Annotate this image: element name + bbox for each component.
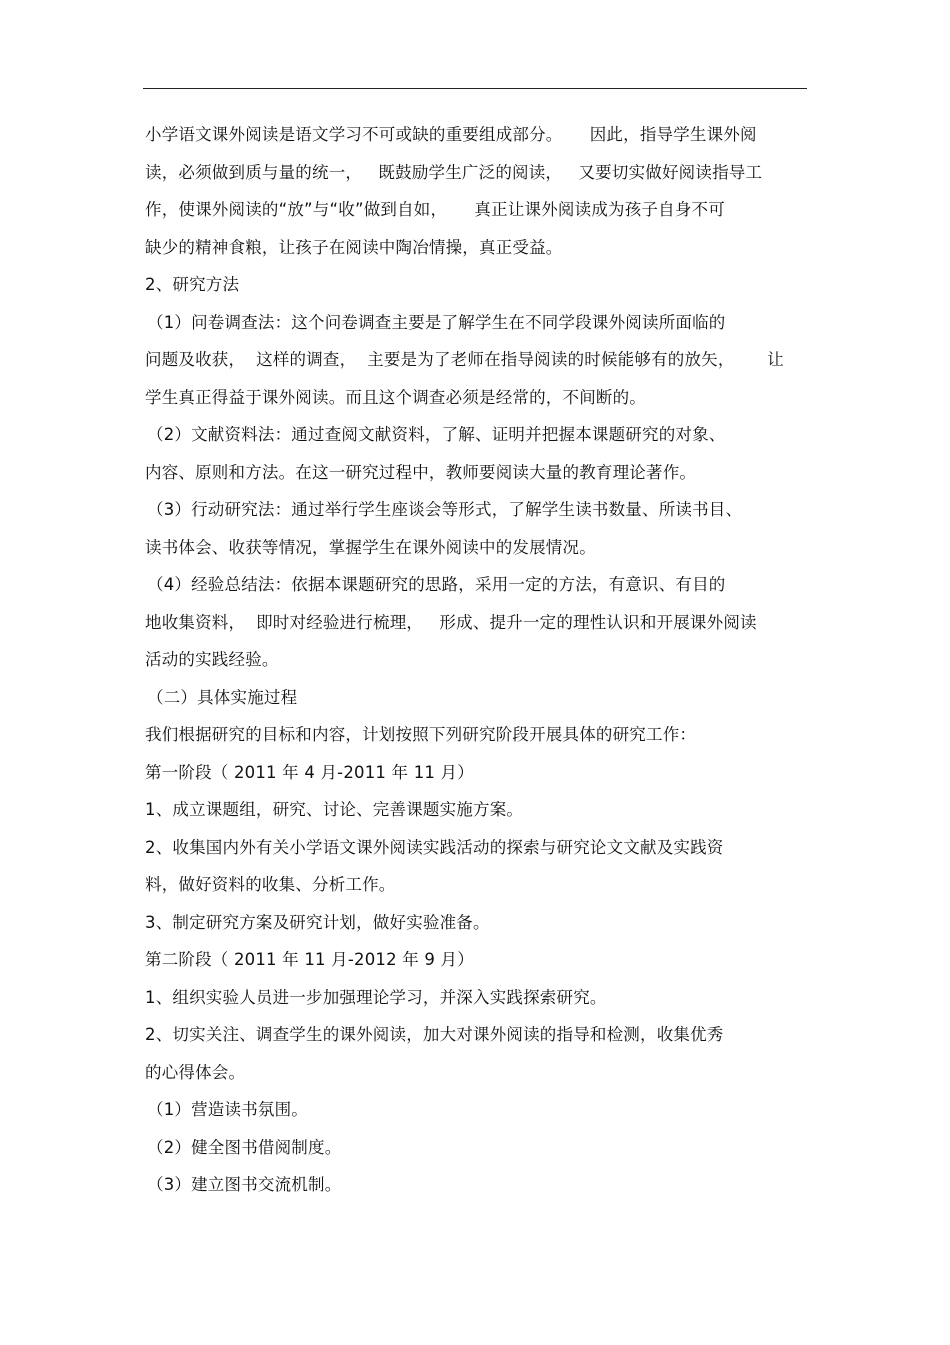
paragraph-line: 料，做好资料的收集、分析工作。 xyxy=(145,875,396,894)
paragraph-line: （2）文献资料法：通过查阅文献资料，了解、证明并把握本课题研究的对象、 xyxy=(147,425,726,444)
paragraph-line: 的心得体会。 xyxy=(145,1063,246,1082)
paragraph-line: 读，必须做到质与量的统一， 既鼓励学生广泛的阅读， 又要切实做好阅读指导工 xyxy=(145,163,763,182)
stage-heading: 第一阶段（ 2011 年 4 月-2011 年 11 月） xyxy=(145,763,474,782)
list-item: 2、切实关注、调查学生的课外阅读，加大对课外阅读的指导和检测，收集优秀 xyxy=(145,1025,724,1044)
paragraph-line: 作，使课外阅读的“放”与“收”做到自如， 真正让课外阅读成为孩子自身不可 xyxy=(145,200,725,219)
list-item: 1、组织实验人员进一步加强理论学习，并深入实践探索研究。 xyxy=(145,988,607,1007)
paragraph-line: （4）经验总结法：依据本课题研究的思路，采用一定的方法，有意识、有目的 xyxy=(147,575,726,594)
paragraph-line: 小学语文课外阅读是语文学习不可或缺的重要组成部分。 因此，指导学生课外阅 xyxy=(145,125,757,144)
paragraph-line: 读书体会、收获等情况，掌握学生在课外阅读中的发展情况。 xyxy=(145,538,596,557)
header-rule xyxy=(143,88,807,89)
stage-heading: 第二阶段（ 2011 年 11 月-2012 年 9 月） xyxy=(145,950,474,969)
section-heading: （二）具体实施过程 xyxy=(147,688,298,707)
list-item: （1）营造读书氛围。 xyxy=(147,1100,308,1119)
paragraph-line: 活动的实践经验。 xyxy=(145,650,279,669)
list-item: 2、收集国内外有关小学语文课外阅读实践活动的探索与研究论文文献及实践资 xyxy=(145,838,724,857)
list-item: （2）健全图书借阅制度。 xyxy=(147,1138,342,1157)
paragraph-line: 学生真正得益于课外阅读。而且这个调查必须是经常的，不间断的。 xyxy=(145,388,646,407)
paragraph-line: 问题及收获， 这样的调查， 主要是为了老师在指导阅读的时候能够有的放矢， 让 xyxy=(145,350,784,369)
list-item: 3、制定研究方案及研究计划，做好实验准备。 xyxy=(145,913,490,932)
paragraph-line: 缺少的精神食粮，让孩子在阅读中陶冶情操，真正受益。 xyxy=(145,238,563,257)
list-item: （3）建立图书交流机制。 xyxy=(147,1175,342,1194)
paragraph-line: 内容、原则和方法。在这一研究过程中，教师要阅读大量的教育理论著作。 xyxy=(145,463,697,482)
section-heading: 2、研究方法 xyxy=(145,275,240,294)
paragraph-line: （1）问卷调查法：这个问卷调查主要是了解学生在不同学段课外阅读所面临的 xyxy=(147,313,726,332)
paragraph-line: 我们根据研究的目标和内容，计划按照下列研究阶段开展具体的研究工作： xyxy=(145,725,697,744)
paragraph-line: （3）行动研究法：通过举行学生座谈会等形式，了解学生读书数量、所读书目、 xyxy=(147,500,743,519)
list-item: 1、成立课题组，研究、讨论、完善课题实施方案。 xyxy=(145,800,524,819)
paragraph-line: 地收集资料， 即时对经验进行梳理， 形成、提升一定的理性认识和开展课外阅读 xyxy=(145,613,757,632)
